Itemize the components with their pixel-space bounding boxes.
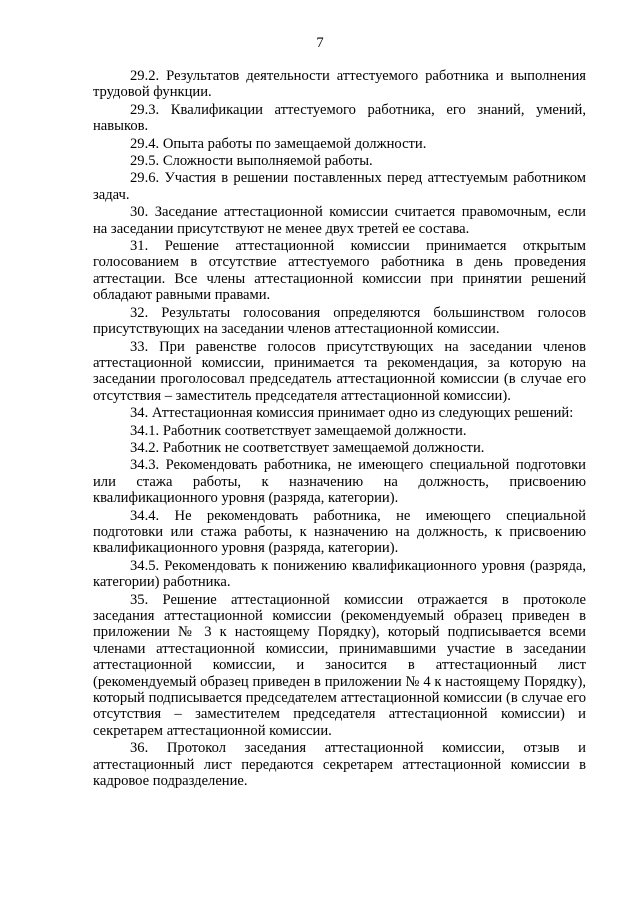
paragraph-34-5: 34.5. Рекомендовать к понижению квалификационного уровня (разряда, категории) работника. — [93, 557, 586, 591]
paragraph-36: 36. Протокол заседания аттестационной комиссии, отзыв и аттестационный лист передаются секретарем аттестационной комиссии в кадровое подразделение. — [93, 740, 586, 790]
paragraph-29-6: 29.6. Участия в решении поставленных перед аттестуемым работником задач. — [93, 170, 586, 203]
paragraph-29-4: 29.4. Опыта работы по замещаемой должности. — [130, 135, 427, 152]
paragraph-34-3: 34.3. Рекомендовать работника, не имеющего специальной подготовки или стажа работы, к назначению на должность, присвоению квалификационного уровня (разряда, категории). — [93, 457, 586, 507]
paragraph-34-1: 34.1. Работник соответствует замещаемой должности. — [130, 422, 467, 439]
paragraph-34: 34. Аттестационная комиссия принимает одно из следующих решений: — [130, 405, 574, 422]
paragraph-30: 30. Заседание аттестационной комиссии считается правомочным, если на заседании присутствуют не менее двух третей ее состава. — [93, 204, 586, 237]
paragraph-34-2: 34.2. Работник не соответствует замещаемой должности. — [130, 439, 485, 456]
paragraph-32: 32. Результаты голосования определяются большинством голосов присутствующих на заседании членов аттестационной комиссии. — [93, 304, 586, 338]
paragraph-35: 35. Решение аттестационной комиссии отражается в протоколе заседания аттестационной комиссии (рекомендуемый образец приведен в приложении № 3 к настоящему Порядку), который подписывается всеми членами аттестационной комиссии, принимавшими участие в заседании аттестационной комиссии, и заносится в аттестационный лист (рекомендуемый образец приведен в приложении № 4 к настоящему Порядку), который подписывается председателем аттестационной комиссии (в случае его отсутствия – заместителем председателя аттестационной комиссии) и секретарем аттестационной комиссии. — [93, 591, 586, 739]
paragraph-34-4: 34.4. Не рекомендовать работника, не имеющего специальной подготовки или стажа работы, к назначению на должность, к присвоению квалификационного уровня (разряда, категории). — [93, 507, 586, 557]
paragraph-29-5: 29.5. Сложности выполняемой работы. — [130, 153, 373, 170]
document-body — [93, 68, 586, 789]
paragraph-31: 31. Решение аттестационной комиссии принимается открытым голосованием в отсутствие аттестуемого работника в день проведения аттестации. Все члены аттестационной комиссии при принятии решений обладают равными правами. — [93, 238, 586, 304]
paragraph-29-3: 29.3. Квалификации аттестуемого работника, его знаний, умений, навыков. — [93, 101, 586, 135]
paragraph-29-2: 29.2. Результатов деятельности аттестуемого работника и выполнения трудовой функции. — [93, 68, 586, 101]
paragraph-33: 33. При равенстве голосов присутствующих на заседании членов аттестационной комиссии, принимается та рекомендация, за которую на заседании проголосовал председатель аттестационной комиссии (в случае его отсутствия – заместитель председателя аттестационной комиссии). — [93, 338, 586, 404]
page-number: 7 — [316, 35, 324, 51]
